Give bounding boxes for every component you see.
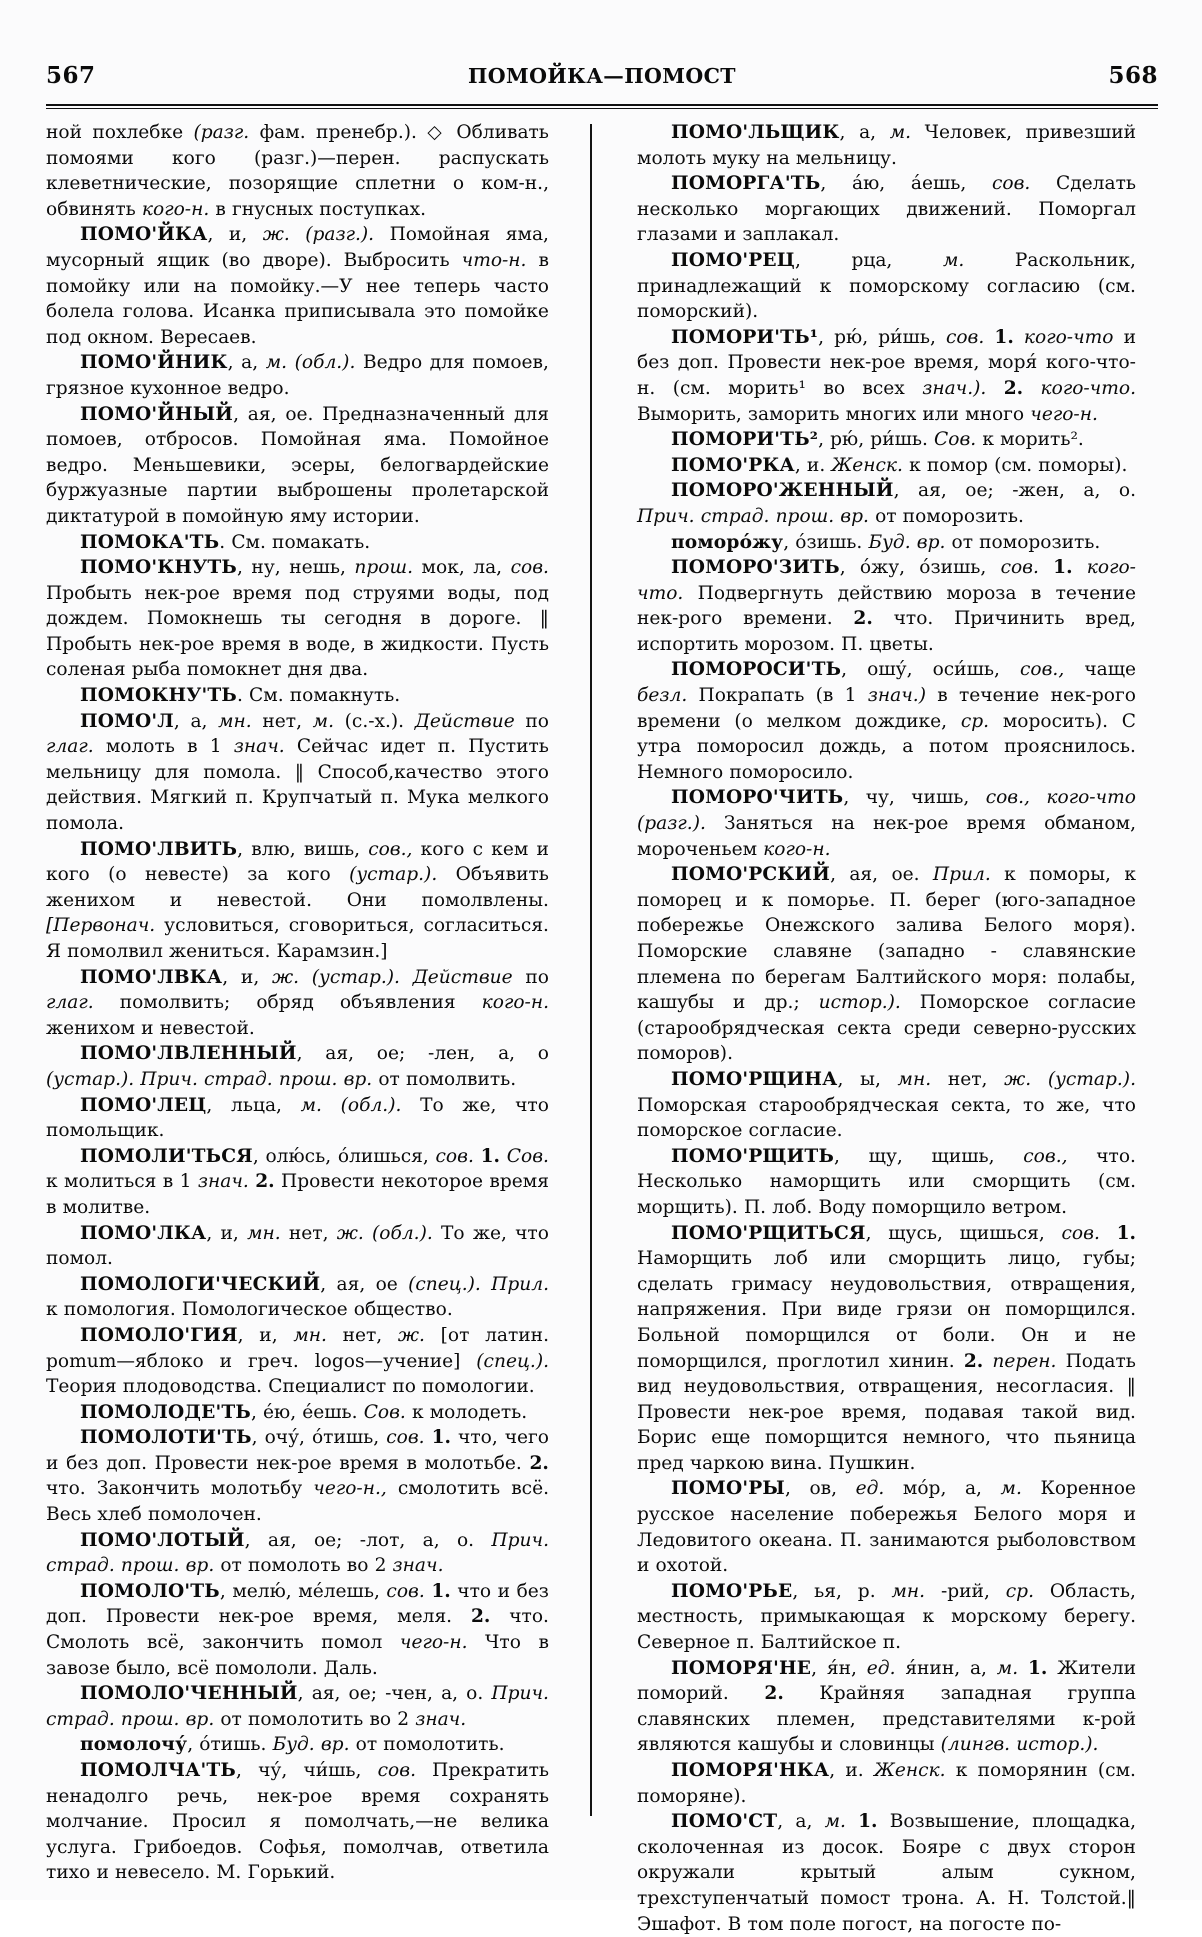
sense-number: 2. (764, 1683, 784, 1705)
grammar-abbrev: Прич. (140, 1068, 198, 1090)
dictionary-entry: ПОМО'РКА, и. Женск. к помор (см. поморы). (671, 454, 1128, 476)
grammar-abbrev: сов., (1023, 1145, 1068, 1167)
grammar-abbrev: прош. (278, 1068, 338, 1090)
grammar-abbrev: безл. (637, 685, 688, 707)
grammar-abbrev: (устар.). (1047, 1068, 1136, 1090)
headword: ПОМО'РЫ (671, 1478, 785, 1500)
headword: ПОМО'РЬЕ (671, 1580, 793, 1602)
dictionary-entry: ПОМО'ЛКА, и, мн. нет, ж. (обл.). То же, что помол. (46, 1222, 549, 1270)
grammar-abbrev: прош. (354, 557, 414, 579)
grammar-abbrev: прош. (775, 505, 835, 527)
grammar-abbrev: перен. (992, 1350, 1057, 1372)
grammar-abbrev: сов. (1061, 1222, 1100, 1244)
grammar-abbrev: вр. (185, 1708, 215, 1730)
grammar-abbrev: вр. (916, 531, 946, 553)
headword: ПОМО'ЛКА (80, 1222, 207, 1244)
text-columns (46, 120, 1158, 1935)
grammar-abbrev: Буд. (868, 531, 911, 553)
grammar-abbrev: вр. (840, 505, 869, 527)
grammar-abbrev: ж. (262, 224, 290, 246)
grammar-abbrev: (разг. (193, 122, 250, 143)
headword: ПОМОРИ'ТЬ¹ (671, 326, 819, 348)
headword: ПОМО'КНУТЬ (80, 557, 237, 579)
dictionary-entry: ПОМО'ЙКА, и, ж. (разг.). Помойная яма, мусорный ящик (во дворе). Выбросить что-н. в помойку или на помойку.—У нее теперь часто болела голова. Исанка приписывала это помойке под окном. Вересаев. (46, 224, 549, 348)
column-gutter (567, 120, 615, 1820)
dictionary-entry: ПОМО'ЛВКА, и, ж. (устар.). Действие по глаг. помолвить; обряд объявления кого-н. женихом и невестой. (46, 966, 549, 1039)
grammar-abbrev: Действие (412, 966, 513, 988)
dictionary-entry: ПОМОЛОТИ'ТЬ, очу́, о́тишь, сов. 1. что, чего и без доп. Провести нек-рое время в молотьбе. 2. что. Закончить молотьбу чего-н., смолотить всё. Весь хлеб помолочен. (46, 1427, 549, 1526)
grammar-abbrev: кого-н. (481, 992, 549, 1014)
headword: ПОМО'РКА (671, 454, 795, 476)
grammar-abbrev: ж. (271, 966, 300, 988)
grammar-abbrev: страд. (46, 1555, 115, 1577)
grammar-abbrev: сов., (985, 787, 1030, 809)
dictionary-entry: ПОМОЛО'ЧЕННЫЙ, ая, ое; -чен, а, о. Прич. страд. прош. вр. от помолотить во 2 знач. (46, 1683, 549, 1730)
grammar-abbrev: вр. (320, 1734, 350, 1756)
headword: ПОМОКА'ТЬ (80, 531, 220, 553)
grammar-abbrev: знач.) (867, 685, 926, 707)
sense-number: 1. (1027, 1657, 1048, 1679)
sense-number: 1. (431, 1427, 452, 1449)
dictionary-entry: ПОМО'РЫ, ов, ед. мо́р, а, м. Коренное русское население побережья Белого моря и Ледовитого океана. П. занимаются рыболовством и охотой. (637, 1478, 1136, 1577)
grammar-abbrev: знач.). (922, 377, 987, 399)
grammar-abbrev: (устар.). (349, 864, 438, 886)
headword: ПОМОКНУ'ТЬ (80, 685, 237, 707)
dictionary-entry: ПОМОКА'ТЬ. См. помакать. (80, 531, 371, 553)
grammar-abbrev: м. (942, 249, 965, 271)
dictionary-entry: ПОМО'ЛЕЦ, льца, м. (обл.). То же, что помольщик. (46, 1094, 549, 1142)
headword: ПОМО'РЕЦ (671, 249, 795, 271)
entry-continuation: ной похлебке (разг. фам. пренебр.). ◇ Обливать помоями кого (разг.)—перен. распускать клеветнические, позорящие сплетни о ком-н., обвинять кого-н. в гнусных поступках. (46, 122, 549, 220)
grammar-abbrev: Прил. (932, 864, 991, 886)
sense-number: 1. (1116, 1222, 1136, 1244)
dictionary-entry-minor: помолочу́, о́тишь. Буд. вр. от помолотить. (80, 1734, 505, 1756)
dictionary-entry: ПОМО'ЛВИТЬ, влю, вишь, сов., кого с кем и кого (о невесте) за кого (устар.). Объявить женихом и невестой. Они помолвлены. [Первонач. условиться, сговориться, согласиться. Я помолвил жениться. Карамзин.] (46, 838, 549, 962)
dictionary-entry: ПОМОРГА'ТЬ, а́ю, а́ешь, сов. Сделать несколько моргающих движений. Поморгал глазами и заплакал. (637, 173, 1136, 246)
running-head-bar (46, 62, 1158, 106)
grammar-abbrev: чего-н., (313, 1478, 387, 1500)
headword: ПОМОЛО'ТЬ (80, 1580, 220, 1602)
dictionary-entry: ПОМО'Л, а, мн. нет, м. (с.-х.). Действие по глаг. молоть в 1 знач. Сейчас идет п. Пустить мельницу для помола. ‖ Способ,качество этого действия. Мягкий п. Крупчатый п. Мука мелкого помола. (46, 710, 549, 835)
column-left (46, 120, 567, 1884)
sense-number: 2. (853, 608, 873, 630)
grammar-abbrev: сов. (1000, 557, 1039, 579)
headword: ПОМОЛОТИ'ТЬ (80, 1427, 252, 1449)
grammar-abbrev: Действие (414, 710, 515, 732)
headword: ПОМО'РЩИНА (671, 1068, 838, 1090)
dictionary-entry: ПОМОЛО'ГИЯ, и, мн. нет, ж. [от латин. pomum—яблоко и греч. logos—учение] (спец.). Теория плодоводства. Специалист по помологии. (46, 1324, 549, 1398)
dictionary-entry: ПОМОЛОГИ'ЧЕСКИЙ, ая, ое (спец.). Прил. к помология. Помологическое общество. (46, 1273, 549, 1321)
grammar-abbrev: м. (300, 1094, 322, 1116)
grammar-abbrev: ср. (1005, 1580, 1034, 1602)
grammar-abbrev: [Первонач. (46, 915, 156, 937)
dictionary-entry: ПОМО'РЩИТЬ, щу, щишь, сов., что. Несколько наморщить или сморщить (см. морщить). П. лоб. Воду поморщило ветром. (637, 1145, 1136, 1218)
dictionary-entry: ПОМОЛОДЕ'ТЬ, е́ю, е́ешь. Сов. к молодеть. (80, 1401, 528, 1423)
grammar-abbrev: мн. (891, 1580, 926, 1602)
grammar-abbrev: (разг.). (637, 813, 706, 835)
dictionary-entry: ПОМОЛО'ТЬ, мелю́, ме́лешь, сов. 1. что и без доп. Провести нек-рое время, меля. 2. что. Смолоть всё, закончить помол чего-н. Что в завозе было, всё помололи. Даль. (46, 1580, 549, 1679)
grammar-abbrev: сов. (386, 1580, 425, 1602)
grammar-abbrev: сов. (945, 326, 985, 348)
headword: ПОМОЛО'ГИЯ (80, 1324, 238, 1346)
headword: ПОМО'ЛЕЦ (80, 1094, 207, 1116)
grammar-abbrev: Женск. (873, 1760, 946, 1781)
headword: ПОМО'Л (80, 710, 174, 732)
dictionary-entry-minor: поморо́жу, о́зишь. Буд. вр. от поморозить. (671, 531, 1101, 553)
dictionary-entry: ПОМОРОСИ'ТЬ, ошу́, оси́шь, сов., чаще безл. Покрапать (в 1 знач.) в течение нек-рого времени (о мелком дождике, ср. моросить). С утра поморосил дождь, а потом прояснилось. Немного поморосило. (637, 659, 1136, 783)
dictionary-entry: ПОМО'РЩИНА, ы, мн. нет, ж. (устар.). Поморская старообрядческая секта, то же, что поморское согласие. (637, 1068, 1136, 1142)
dictionary-entry: ПОМО'ЙНЫЙ, ая, ое. Предназначенный для помоев, отбросов. Помойная яма. Помойное ведро. Меньшевики, эсеры, белогвардейские буржуазные партии выброшены пролетарской диктатурой в помойную яму истории. (46, 403, 549, 527)
headword: ПОМОРОСИ'ТЬ (671, 659, 842, 681)
grammar-abbrev: вр. (343, 1068, 373, 1090)
grammar-abbrev: ж. (336, 1222, 364, 1244)
grammar-abbrev: мн. (247, 1222, 281, 1244)
sense-number: 1. (994, 326, 1014, 348)
grammar-abbrev: м. (265, 352, 288, 374)
grammar-abbrev: сов., (368, 838, 413, 860)
headword: ПОМО'РЩИТЬ (671, 1145, 834, 1167)
sense-number: 1. (1053, 557, 1073, 579)
grammar-abbrev: мн. (897, 1068, 932, 1090)
dictionary-entry: ПОМОРЯ'НКА, и. Женск. к поморянин (см. поморяне). (637, 1760, 1136, 1807)
grammar-abbrev: вр. (185, 1555, 215, 1577)
dictionary-entry: ПОМО'РЕЦ, рца, м. Раскольник, принадлежащий к поморскому согласию (см. поморский). (637, 249, 1136, 323)
grammar-abbrev: Женск. (831, 454, 903, 476)
grammar-abbrev: (устар.). (311, 966, 400, 988)
grammar-abbrev: Прич. (491, 1683, 549, 1705)
grammar-abbrev: ед. (866, 1657, 896, 1679)
headword: ПОМОЛЧА'ТЬ (80, 1760, 236, 1781)
headword: ПОМОЛОДЕ'ТЬ (80, 1401, 251, 1423)
folio-left: 567 (46, 62, 96, 89)
grammar-abbrev: ед. (855, 1478, 885, 1500)
dictionary-entry: ПОМОРИ'ТЬ², рю́, ри́шь. Сов. к морить². (671, 429, 1084, 451)
grammar-abbrev: Прил. (491, 1273, 549, 1295)
headword: ПОМО'РЩИТЬСЯ (671, 1222, 866, 1244)
grammar-abbrev: страд. (203, 1068, 273, 1090)
grammar-abbrev: (разг.). (305, 224, 375, 246)
dictionary-entry: ПОМО'РЩИТЬСЯ, щусь, щишься, сов. 1. Наморщить лоб или сморщить лицо, губы; сделать гримасу неудовольствия, отвращения, напряжения. При виде грязи он поморщился. Больной поморщился от боли. Он и не поморщился, проглотил хинин. 2. перен. Подать вид неудовольствия, отвращения, несогласия. ‖ Провести нек-рое время, подавая такой вид. Борис еще поморщится немного, что пьяница пред чаркою вина. Пушкин. (637, 1222, 1136, 1474)
grammar-abbrev: прош. (120, 1708, 180, 1730)
grammar-abbrev: Прич. (637, 505, 695, 527)
headword: ПОМО'ЙКА (80, 224, 208, 246)
grammar-abbrev: Буд. (272, 1734, 315, 1756)
grammar-abbrev: (спец.). (476, 1350, 549, 1372)
headword: ПОМО'ЛОТЫЙ (80, 1529, 245, 1551)
headword: ПОМОРЯ'НКА (671, 1760, 830, 1781)
dictionary-entry: ПОМОРО'ЗИТЬ, о́жу, о́зишь, сов. 1. кого-что. Подвергнуть действию мороза в течение нек-рого времени. 2. что. Причинить вред, испортить морозом. П. цветы. (637, 557, 1136, 655)
grammar-abbrev: знач. (415, 1708, 467, 1730)
header-rule (46, 104, 1158, 109)
running-head: ПОМОЙКА—ПОМОСТ (468, 64, 736, 88)
column-right (615, 120, 1136, 1935)
grammar-abbrev: ср. (960, 710, 990, 732)
grammar-abbrev: глаг. (46, 736, 94, 758)
dictionary-entry: ПОМОРЯ'НЕ, я́н, ед. я́нин, а, м. 1. Жители поморий. 2. Крайняя западная группа славянских племен, представителями к-рой являются кашубы и словинцы (лингв. истор.). (637, 1657, 1136, 1756)
grammar-abbrev: что-н. (461, 249, 527, 271)
headword: ПОМОРИ'ТЬ² (671, 429, 819, 451)
headword: ПОМО'ЛЬЩИК (671, 122, 840, 143)
grammar-abbrev: прош. (120, 1555, 180, 1577)
sense-number: 2. (963, 1350, 984, 1372)
dictionary-entry: ПОМО'ЛВЛЕННЫЙ, ая, ое; -лен, а, о (устар.). Прич. страд. прош. вр. от помолвить. (46, 1043, 549, 1090)
grammar-abbrev: ж. (397, 1324, 425, 1346)
grammar-abbrev: сов. (435, 1145, 474, 1167)
grammar-abbrev: (обл.). (294, 352, 356, 374)
grammar-abbrev: истор.). (818, 992, 901, 1014)
headword: поморо́жу (671, 531, 784, 553)
dictionary-entry: ПОМО'РСКИЙ, ая, ое. Прил. к поморы, к поморец и к поморье. П. берег (юго-западное побережье Онежского залива Белого моря). Поморские славяне (западно - славянские племена по берегам Балтийского моря: полабы, кашубы и др.; истор.). Поморское согласие (старообрядческая секта среди северно-русских поморов). (637, 864, 1136, 1065)
headword: ПОМОЛИ'ТЬСЯ (80, 1145, 253, 1167)
grammar-abbrev: м. (889, 122, 912, 143)
grammar-abbrev: кого-н. (141, 198, 210, 220)
dictionary-entry: ПОМО'РЬЕ, ья, р. мн. -рий, ср. Область, местность, примыкающая к морскому берегу. Северное п. Балтийское п. (637, 1580, 1136, 1654)
dictionary-entry: ПОМОРИ'ТЬ¹, рю́, ри́шь, сов. 1. кого-что и без доп. Провести нек-рое время, моря́ кого-что-н. (см. морить¹ во всех знач.). 2. кого-что. Выморить, заморить многих или много чего-н. (637, 326, 1136, 425)
dictionary-entry: ПОМО'ЙНИК, а, м. (обл.). Ведро для помоев, грязное кухонное ведро. (46, 352, 549, 399)
sense-number: 1. (431, 1580, 451, 1602)
dictionary-entry: ПОМОЛЧА'ТЬ, чу́, чи́шь, сов. Прекратить ненадолго речь, нек-рое время сохранять молчание. Просил я помолчать,—не велика услуга. Грибоедов. Софья, помолчав, ответила тихо и невесело. М. Горький. (46, 1760, 549, 1884)
headword: ПОМО'ЙНЫЙ (80, 403, 234, 425)
grammar-abbrev: кого-что. (637, 557, 1136, 604)
grammar-abbrev: глаг. (46, 992, 94, 1014)
gutter-rule (590, 124, 592, 1816)
grammar-abbrev: страд. (700, 505, 770, 527)
grammar-abbrev: м. (824, 1811, 846, 1833)
grammar-abbrev: ж. (1004, 1068, 1032, 1090)
grammar-abbrev: Сов. (363, 1401, 406, 1423)
grammar-abbrev: (обл.). (340, 1094, 402, 1116)
headword: ПОМО'ЙНИК (80, 352, 228, 374)
dictionary-entry: ПОМОРО'ЖЕННЫЙ, ая, ое; -жен, а, о. Прич. страд. прош. вр. от поморозить. (637, 480, 1136, 527)
grammar-abbrev: кого-что (1023, 326, 1114, 348)
dictionary-entry: ПОМО'СТ, а, м. 1. Возвышение, площадка, сколоченная из досок. Бояре с двух сторон окружали крытый алым сукном, трехступенчатый помост трона. А. Н. Толстой.‖ Эшафот. В том поле погост, на погосте по- (637, 1811, 1136, 1935)
grammar-abbrev: кого-н. (763, 838, 831, 860)
sense-number: 2. (1003, 377, 1024, 399)
grammar-abbrev: истор.). (1016, 1734, 1099, 1756)
headword: ПОМОЛОГИ'ЧЕСКИЙ (80, 1273, 321, 1295)
folio-right: 568 (1108, 62, 1158, 89)
grammar-abbrev: (спец.). (408, 1273, 481, 1295)
headword: ПОМО'ЛВИТЬ (80, 838, 238, 860)
headword: ПОМО'ЛВКА (80, 966, 223, 988)
grammar-abbrev: (устар.). (46, 1068, 135, 1090)
grammar-abbrev: Сов. (934, 429, 977, 451)
grammar-abbrev: м. (312, 710, 334, 732)
grammar-abbrev: сов. (510, 557, 549, 579)
grammar-abbrev: м. (1000, 1478, 1022, 1500)
dictionary-entry: ПОМО'ЛЬЩИК, а, м. Человек, привезший молоть муку на мельницу. (637, 122, 1136, 169)
sense-number: 2. (255, 1171, 275, 1193)
dictionary-entry: ПОМО'ЛОТЫЙ, ая, ое; -лот, а, о. Прич. страд. прош. вр. от помолоть во 2 знач. (46, 1529, 549, 1577)
grammar-abbrev: кого-что (1046, 787, 1136, 809)
headword: ПОМОРО'ЗИТЬ (671, 557, 840, 579)
grammar-abbrev: кого-что. (1040, 377, 1136, 399)
headword: ПОМОРГА'ТЬ (671, 173, 821, 195)
sense-number: 1. (480, 1145, 501, 1167)
grammar-abbrev: чего-н. (399, 1632, 468, 1654)
dictionary-entry: ПОМО'КНУТЬ, ну, нешь, прош. мок, ла, сов. Пробыть нек-рое время под струями воды, под дождем. Помокнешь ты сегодня в дороге. ‖ Пробыть нек-рое время в воде, в жидкости. Пусть соленая рыба помокнет дня два. (46, 557, 549, 681)
sense-number: 2. (529, 1452, 549, 1474)
grammar-abbrev: страд. (46, 1708, 115, 1730)
headword: ПОМО'ЛВЛЕННЫЙ (80, 1043, 297, 1065)
grammar-abbrev: сов., (1019, 659, 1065, 681)
sense-number: 1. (858, 1811, 878, 1833)
sense-number: 2. (470, 1606, 491, 1628)
grammar-abbrev: (обл.). (372, 1222, 433, 1244)
headword: ПОМОРО'ЧИТЬ (671, 787, 844, 809)
grammar-abbrev: сов. (377, 1760, 416, 1781)
grammar-abbrev: Прич. (491, 1529, 549, 1551)
grammar-abbrev: чего-н. (1030, 403, 1098, 425)
grammar-abbrev: сов. (386, 1427, 425, 1449)
headword: ПОМО'РСКИЙ (671, 864, 831, 886)
dictionary-entry: ПОМОКНУ'ТЬ. См. помакнуть. (80, 685, 401, 707)
grammar-abbrev: м. (996, 1657, 1019, 1679)
grammar-abbrev: знач. (392, 1555, 444, 1577)
headword: ПОМО'СТ (671, 1811, 778, 1833)
grammar-abbrev: сов. (991, 173, 1031, 195)
headword: ПОМОЛО'ЧЕННЫЙ (80, 1683, 298, 1705)
headword: ПОМОРЯ'НЕ (671, 1657, 812, 1679)
grammar-abbrev: знач. (233, 736, 285, 758)
grammar-abbrev: мн. (218, 710, 252, 732)
grammar-abbrev: Сов. (506, 1145, 549, 1167)
dictionary-entry: ПОМОЛИ'ТЬСЯ, олю́сь, о́лишься, сов. 1. Сов. к молиться в 1 знач. 2. Провести некоторое время в молитве. (46, 1145, 549, 1218)
headword: ПОМОРО'ЖЕННЫЙ (671, 480, 894, 502)
grammar-abbrev: (лингв. (940, 1734, 1011, 1756)
headword: помолочу́ (80, 1734, 188, 1756)
dictionary-entry: ПОМОРО'ЧИТЬ, чу, чишь, сов., кого-что (разг.). Заняться на нек-рое время обманом, мороченьем кого-н. (637, 787, 1136, 860)
grammar-abbrev: знач. (197, 1171, 249, 1193)
grammar-abbrev: мн. (293, 1324, 327, 1346)
